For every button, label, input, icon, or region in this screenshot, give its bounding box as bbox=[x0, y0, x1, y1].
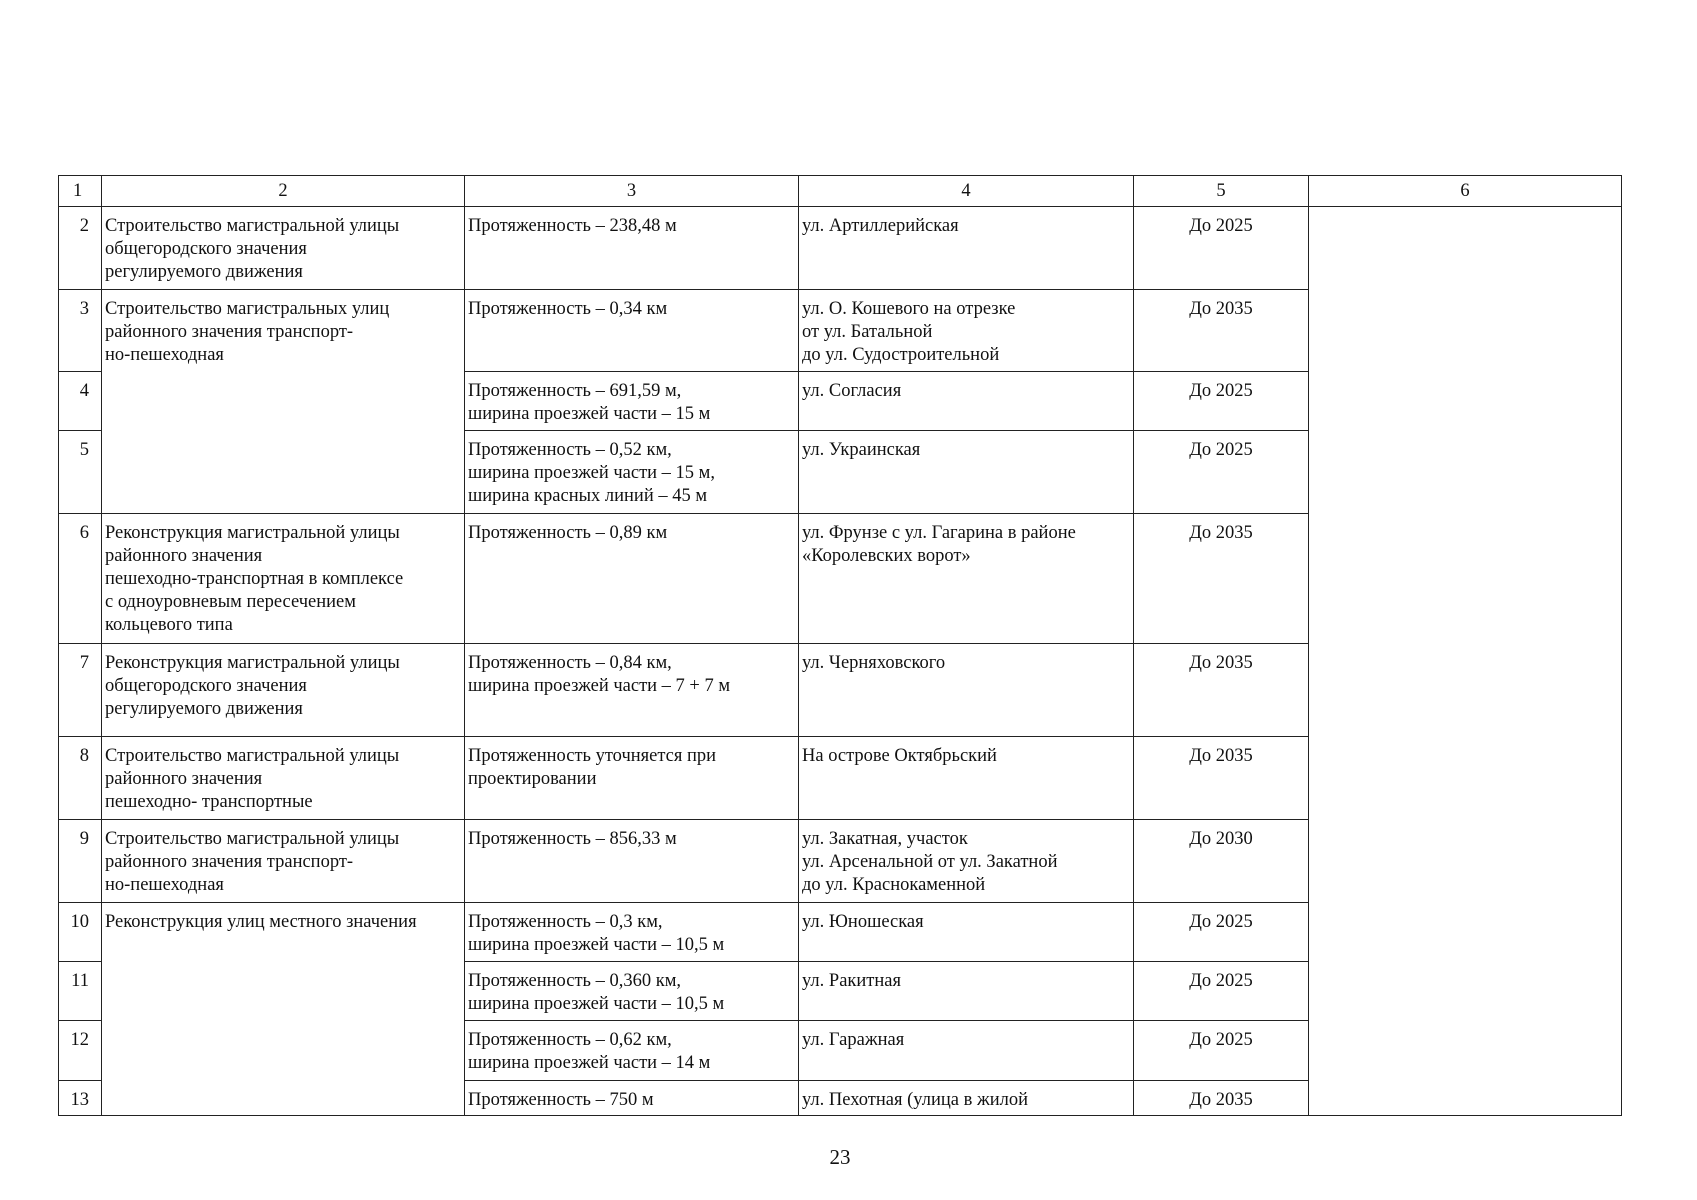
project-parameters: Протяженность – 0,89 км bbox=[465, 514, 799, 644]
project-parameters: Протяженность – 0,34 км bbox=[465, 290, 799, 372]
row-number: 4 bbox=[59, 372, 102, 431]
project-location: ул. Артиллерийская bbox=[799, 207, 1134, 290]
table-row bbox=[59, 207, 1622, 290]
project-location: ул. Ракитная bbox=[799, 962, 1134, 1021]
project-name: Строительство магистральной улицы районного значения транспорт- но-пешеходная bbox=[102, 820, 465, 903]
header-cell: 5 bbox=[1134, 176, 1309, 207]
project-parameters: Протяженность – 0,360 км, ширина проезжей части – 10,5 м bbox=[465, 962, 799, 1021]
project-term: До 2025 bbox=[1134, 431, 1309, 514]
project-term: До 2035 bbox=[1134, 737, 1309, 820]
header-cell: 4 bbox=[799, 176, 1134, 207]
project-term: До 2025 bbox=[1134, 962, 1309, 1021]
row-number: 9 bbox=[59, 820, 102, 903]
project-location: ул. Пехотная (улица в жилой bbox=[799, 1081, 1134, 1116]
notes-column-cell bbox=[1309, 207, 1622, 1116]
row-number: 11 bbox=[59, 962, 102, 1021]
row-number: 12 bbox=[59, 1021, 102, 1081]
row-number: 5 bbox=[59, 431, 102, 514]
project-term: До 2025 bbox=[1134, 372, 1309, 431]
row-number: 13 bbox=[59, 1081, 102, 1116]
roads-table bbox=[58, 175, 1622, 1116]
project-name: Строительство магистральной улицы общегородского значения регулируемого движения bbox=[102, 207, 465, 290]
project-location: ул. Гаражная bbox=[799, 1021, 1134, 1081]
project-term: До 2025 bbox=[1134, 1021, 1309, 1081]
project-location: ул. Украинская bbox=[799, 431, 1134, 514]
project-location: ул. Юношеская bbox=[799, 903, 1134, 962]
project-parameters: Протяженность – 856,33 м bbox=[465, 820, 799, 903]
project-name: Строительство магистральных улиц районного значения транспорт- но-пешеходная bbox=[102, 290, 465, 514]
project-term: До 2035 bbox=[1134, 1081, 1309, 1116]
project-location: ул. Закатная, участок ул. Арсенальной от ул. Закатной до ул. Краснокаменной bbox=[799, 820, 1134, 903]
project-term: До 2025 bbox=[1134, 903, 1309, 962]
table-header-row bbox=[59, 176, 1622, 207]
project-parameters: Протяженность – 691,59 м, ширина проезжей части – 15 м bbox=[465, 372, 799, 431]
header-cell: 2 bbox=[102, 176, 465, 207]
header-cell: 6 bbox=[1309, 176, 1622, 207]
row-number: 6 bbox=[59, 514, 102, 644]
project-parameters: Протяженность – 238,48 м bbox=[465, 207, 799, 290]
header-cell: 1 bbox=[59, 176, 102, 207]
project-parameters: Протяженность уточняется при проектировании bbox=[465, 737, 799, 820]
row-number: 3 bbox=[59, 290, 102, 372]
project-term: До 2030 bbox=[1134, 820, 1309, 903]
row-number: 7 bbox=[59, 644, 102, 737]
project-parameters: Протяженность – 0,62 км, ширина проезжей части – 14 м bbox=[465, 1021, 799, 1081]
project-name: Реконструкция улиц местного значения bbox=[102, 903, 465, 1116]
project-parameters: Протяженность – 0,3 км, ширина проезжей части – 10,5 м bbox=[465, 903, 799, 962]
project-name: Реконструкция магистральной улицы общегородского значения регулируемого движения bbox=[102, 644, 465, 737]
project-name: Реконструкция магистральной улицы районного значения пешеходно-транспортная в комплексе с одноуровневым пересечением кольцевого типа bbox=[102, 514, 465, 644]
row-number: 10 bbox=[59, 903, 102, 962]
project-location: На острове Октябрьский bbox=[799, 737, 1134, 820]
project-parameters: Протяженность – 0,52 км, ширина проезжей части – 15 м, ширина красных линий – 45 м bbox=[465, 431, 799, 514]
row-number: 8 bbox=[59, 737, 102, 820]
project-location: ул. Согласия bbox=[799, 372, 1134, 431]
project-term: До 2035 bbox=[1134, 290, 1309, 372]
project-location: ул. О. Кошевого на отрезке от ул. Батальной до ул. Судостроительной bbox=[799, 290, 1134, 372]
project-term: До 2035 bbox=[1134, 644, 1309, 737]
project-term: До 2025 bbox=[1134, 207, 1309, 290]
page-number: 23 bbox=[829, 1145, 851, 1169]
project-location: ул. Черняховского bbox=[799, 644, 1134, 737]
project-name: Строительство магистральной улицы районного значения пешеходно- транспортные bbox=[102, 737, 465, 820]
project-parameters: Протяженность – 0,84 км, ширина проезжей части – 7 + 7 м bbox=[465, 644, 799, 737]
row-number: 2 bbox=[59, 207, 102, 290]
header-cell: 3 bbox=[465, 176, 799, 207]
project-location: ул. Фрунзе с ул. Гагарина в районе «Королевских ворот» bbox=[799, 514, 1134, 644]
project-parameters: Протяженность – 750 м bbox=[465, 1081, 799, 1116]
project-term: До 2035 bbox=[1134, 514, 1309, 644]
